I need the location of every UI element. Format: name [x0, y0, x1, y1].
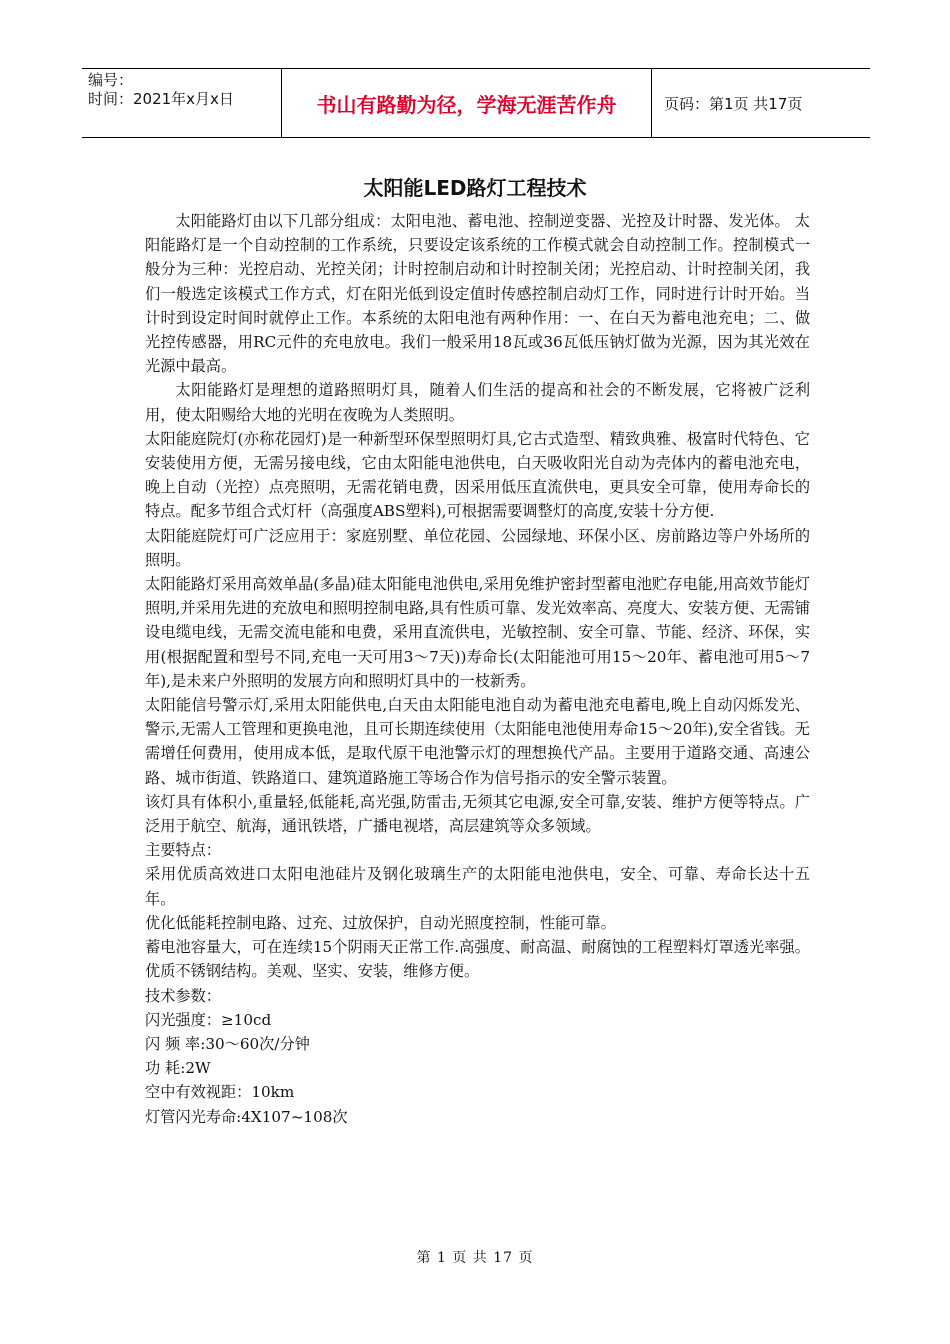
- body-paragraph: 太阳能庭院灯(亦称花园灯)是一种新型环保型照明灯具,它古式造型、精致典雅、极富时代特色、它安装使用方便，无需另接电线，它由太阳能电池供电，白天吸收阳光自动为壳体内的蓄电池充电，晚上自动（光控）点亮照明，无需花销电费，因采用低压直流供电，更具安全可靠，使用寿命长的特点。配多节组合式灯杆（高强度ABS塑料),可根据需要调整灯的高度,安装十分方便.: [145, 429, 810, 521]
- body-paragraph: 采用优质高效进口太阳电池硅片及钢化玻璃生产的太阳能电池供电，安全、可靠、寿命长达十五年。: [145, 865, 810, 908]
- body-paragraph: 功 耗:2W: [145, 1059, 211, 1078]
- body-paragraph: 该灯具有体积小,重量轻,低能耗,高光强,防雷击,无须其它电源,安全可靠,安装、维护方便等特点。广泛用于航空、航海，通讯铁塔，广播电视塔，高层建筑等众多领域。: [145, 792, 810, 836]
- body-paragraph: 太阳能庭院灯可广泛应用于：家庭别墅、单位花园、公园绿地、环保小区、房前路边等户外场所的照明。: [145, 526, 810, 569]
- page-footer: 第 1 页 共 17 页: [416, 1250, 534, 1266]
- body-paragraph: 太阳能路灯采用高效单晶(多晶)硅太阳能电池供电,采用免维护密封型蓄电池贮存电能,用高效节能灯照明,并采用先进的充放电和照明控制电路,具有性质可靠、发光效率高、亮度大、安装方便、无需铺设电缆电线，无需交流电能和电费，采用直流供电，光敏控制、安全可靠、节能、经济、环保，实用(根据配置和型号不同,充电一天可用3～7天))寿命长(太阳能池可用15～20年、蓄电池可用5～7年),是未来户外照明的发展方向和照明灯具中的一枝新秀。: [145, 575, 810, 690]
- body-paragraph: 太阳能路灯由以下几部分组成：太阳电池、蓄电池、控制逆变器、光控及计时器、发光体。 太阳能路灯是一个自动控制的工作系统，只要设定该系统的工作模式就会自动控制工作。控制模式一般分为三种：光控启动、光控关闭；计时控制启动和计时控制关闭；光控启动、计时控制关闭，我们一般选定该模式工作方式，灯在阳光低到设定值时传感控制启动灯工作，同时进行计时开始。当计时到设定时间时就停止工作。本系统的太阳电池有两种作用：一、在白天为蓄电池充电；二、做光控传感器，用RC元件的充电放电。我们一般采用18瓦或36瓦低压钠灯做为光源，因为其光效在光源中最高。: [145, 212, 810, 376]
- document-title: 太阳能LED路灯工程技术: [363, 176, 587, 200]
- body-paragraph: 技术参数：: [145, 986, 221, 1005]
- body-paragraph: 太阳能路灯是理想的道路照明灯具，随着人们生活的提高和社会的不断发展，它将被广泛利用，使太阳赐给大地的光明在夜晚为人类照明。: [145, 381, 810, 424]
- body-paragraph: 太阳能信号警示灯,采用太阳能供电,白天由太阳能电池自动为蓄电池充电蓄电,晚上自动闪烁发光、警示,无需人工管理和更换电池，且可长期连续使用（太阳能电池使用寿命15～20年),安全省钱。无需增任何费用，使用成本低，是取代原干电池警示灯的理想换代产品。主要用于道路交通、高速公路、城市街道、铁路道口、建筑道路施工等场合作为信号指示的安全警示装置。: [145, 696, 810, 787]
- body-paragraph: 空中有效视距：10km: [145, 1083, 295, 1102]
- body-paragraph: 蓄电池容量大，可在连续15个阴雨天正常工作.高强度、耐高温、耐腐蚀的工程塑料灯罩透光率强。优质不锈钢结构。美观、坚实、安装，维修方便。: [145, 938, 810, 981]
- body-paragraph: 闪光强度：≥10cd: [145, 1010, 272, 1029]
- body-paragraph: 灯管闪光寿命:4X107~108次: [145, 1107, 348, 1126]
- body-paragraph: 闪 频 率:30～60次/分钟: [145, 1034, 310, 1053]
- document-date-label: 时间：2021年x月x日: [88, 90, 234, 108]
- header-page-info: 页码：第1页 共17页: [664, 94, 803, 113]
- header-info-cell: [82, 69, 282, 137]
- page-header: [82, 68, 870, 138]
- document-number-label: 编号：: [88, 71, 134, 89]
- body-paragraph: 主要特点：: [145, 841, 221, 860]
- header-motto: 书山有路勤为径，学海无涯苦作舟: [282, 69, 652, 137]
- document-body: [145, 209, 810, 1129]
- body-paragraph: 优化低能耗控制电路、过充、过放保护，自动光照度控制，性能可靠。: [145, 913, 616, 932]
